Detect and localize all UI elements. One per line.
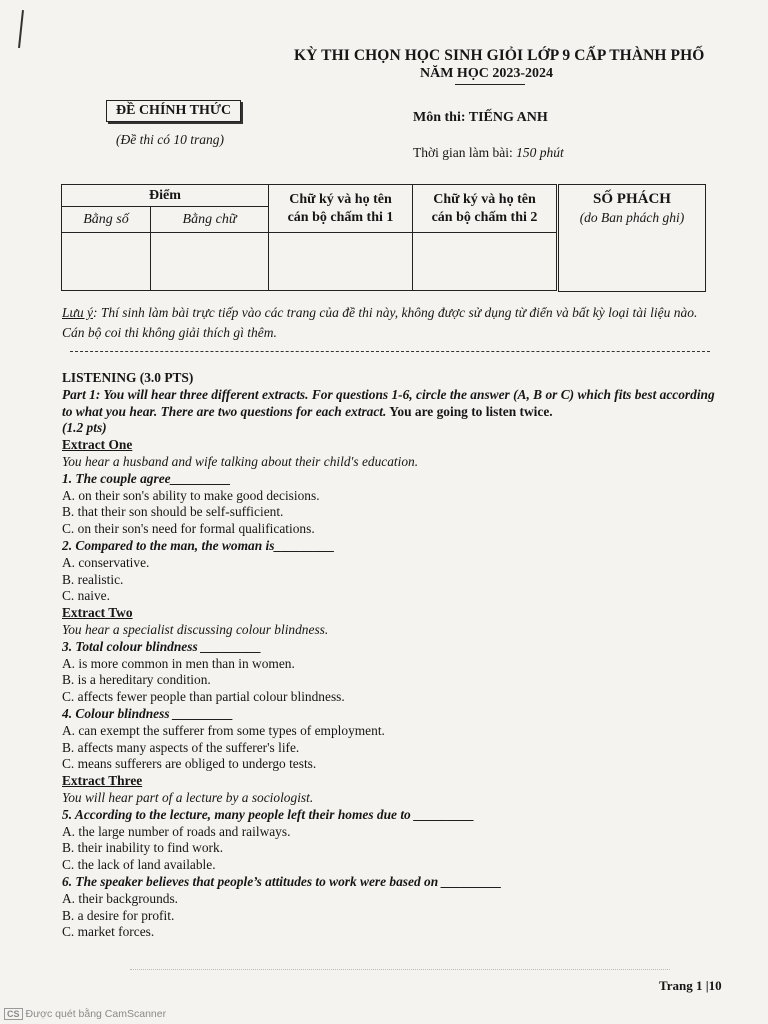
q5-option-c: C. the lack of land available. [62, 857, 216, 873]
exam-title: KỲ THI CHỌN HỌC SINH GIỎI LỚP 9 CẤP THÀNH PHỐ [294, 47, 705, 64]
q1-option-b: B. that their son should be self-sufficient. [62, 504, 284, 520]
time-allowed [413, 145, 564, 161]
exam-note [62, 303, 722, 343]
score-in-words-header: Bằng chữ [151, 207, 269, 233]
divider-line [70, 351, 710, 353]
official-exam-badge: ĐỀ CHÍNH THỨC [106, 100, 241, 122]
part1-instructions [62, 387, 722, 421]
pen-mark [18, 10, 23, 48]
q3-option-c: C. affects fewer people than partial colour blindness. [62, 689, 345, 705]
q6-option-b: B. a desire for profit. [62, 907, 175, 923]
camscanner-logo-icon: CS [4, 1008, 23, 1020]
q5-option-b: B. their inability to find work. [62, 840, 224, 856]
extract3-title: Extract Three [62, 773, 143, 789]
q4-option-c: C. means sufferers are obliged to undergo tests. [62, 756, 317, 772]
examiner1-line1: Chữ ký và họ tên [289, 191, 392, 207]
scanner-watermark [4, 1008, 166, 1020]
candidate-code-title: SỐ PHÁCH [593, 191, 671, 207]
q2-option-a: A. conservative. [62, 554, 150, 570]
question-6: 6. The speaker believes that people’s attitudes to work were based on _________ [62, 873, 502, 889]
examiner1-header [269, 185, 413, 233]
candidate-code-box [558, 184, 706, 292]
score-in-numbers-cell [62, 233, 151, 291]
scanner-text: Được quét bằng CamScanner [25, 1008, 167, 1020]
section-heading: LISTENING (3.0 PTS) [62, 370, 194, 385]
part1-points: (1.2 pts) [62, 420, 107, 436]
extract2-title: Extract Two [62, 605, 133, 621]
q1-option-a: A. on their son's ability to make good decisions. [62, 487, 320, 503]
extract3-context: You will hear part of a lecture by a sociologist. [62, 789, 314, 805]
question-4: 4. Colour blindness _________ [62, 705, 234, 721]
q2-option-c: C. naive. [62, 588, 110, 604]
extract1-context: You hear a husband and wife talking about their child's education. [62, 453, 419, 469]
examiner2-signature-cell [413, 233, 557, 291]
year-underline [455, 84, 525, 85]
q6-option-a: A. their backgrounds. [62, 890, 179, 906]
listening-section [62, 370, 722, 941]
q3-option-a: A. is more common in men than in women. [62, 655, 295, 671]
note-label: Lưu ý [62, 305, 93, 320]
score-table [61, 184, 557, 291]
score-in-numbers-header: Bằng số [62, 207, 151, 233]
school-year: NĂM HỌC 2023-2024 [420, 66, 553, 81]
subject-label: Môn thi: TIẾNG ANH [413, 110, 548, 125]
page-number: Trang 1 |10 [659, 978, 722, 993]
score-header: Điểm [62, 185, 269, 207]
question-1: 1. The couple agree_________ [62, 470, 231, 486]
examiner2-header [413, 185, 557, 233]
time-value: 150 phút [516, 145, 564, 160]
examiner2-line2: cán bộ chấm thi 2 [431, 209, 538, 225]
q1-option-c: C. on their son's need for formal qualifications. [62, 521, 315, 537]
q6-option-c: C. market forces. [62, 924, 155, 940]
time-prefix: Thời gian làm bài: [413, 145, 517, 160]
extract2-context: You hear a specialist discussing colour blindness. [62, 621, 329, 637]
page-count-note: (Đề thi có 10 trang) [116, 132, 224, 147]
note-text: : Thí sinh làm bài trực tiếp vào các trang của đề thi này, không được sử dụng từ điển và bất kỳ loại tài liệu nào. Cán bộ coi thi không giải thích gì thêm. [62, 305, 698, 340]
candidate-code-note: (do Ban phách ghi) [579, 210, 685, 225]
q5-option-a: A. the large number of roads and railways. [62, 823, 291, 839]
q4-option-b: B. affects many aspects of the sufferer's life. [62, 739, 300, 755]
scan-artifact-line [130, 969, 670, 970]
extract1-title: Extract One [62, 437, 133, 453]
examiner2-line1: Chữ ký và họ tên [433, 191, 536, 207]
part1-instructions-tail: You are going to listen twice. [386, 403, 553, 419]
question-3: 3. Total colour blindness _________ [62, 638, 262, 654]
q4-option-a: A. can exempt the sufferer from some types of employment. [62, 722, 385, 738]
examiner1-line2: cán bộ chấm thi 1 [287, 209, 394, 225]
question-5: 5. According to the lecture, many people left their homes due to _________ [62, 806, 475, 822]
examiner1-signature-cell [269, 233, 413, 291]
score-in-words-cell [151, 233, 269, 291]
q2-option-b: B. realistic. [62, 571, 124, 587]
q3-option-b: B. is a hereditary condition. [62, 672, 211, 688]
part1-instructions-text: Part 1: You will hear three different extracts. For questions 1-6, circle the answer (A, B or C) which fits best according to what you hear. There are two questions for each extract. [62, 386, 715, 419]
question-2: 2. Compared to the man, the woman is_________ [62, 537, 335, 553]
